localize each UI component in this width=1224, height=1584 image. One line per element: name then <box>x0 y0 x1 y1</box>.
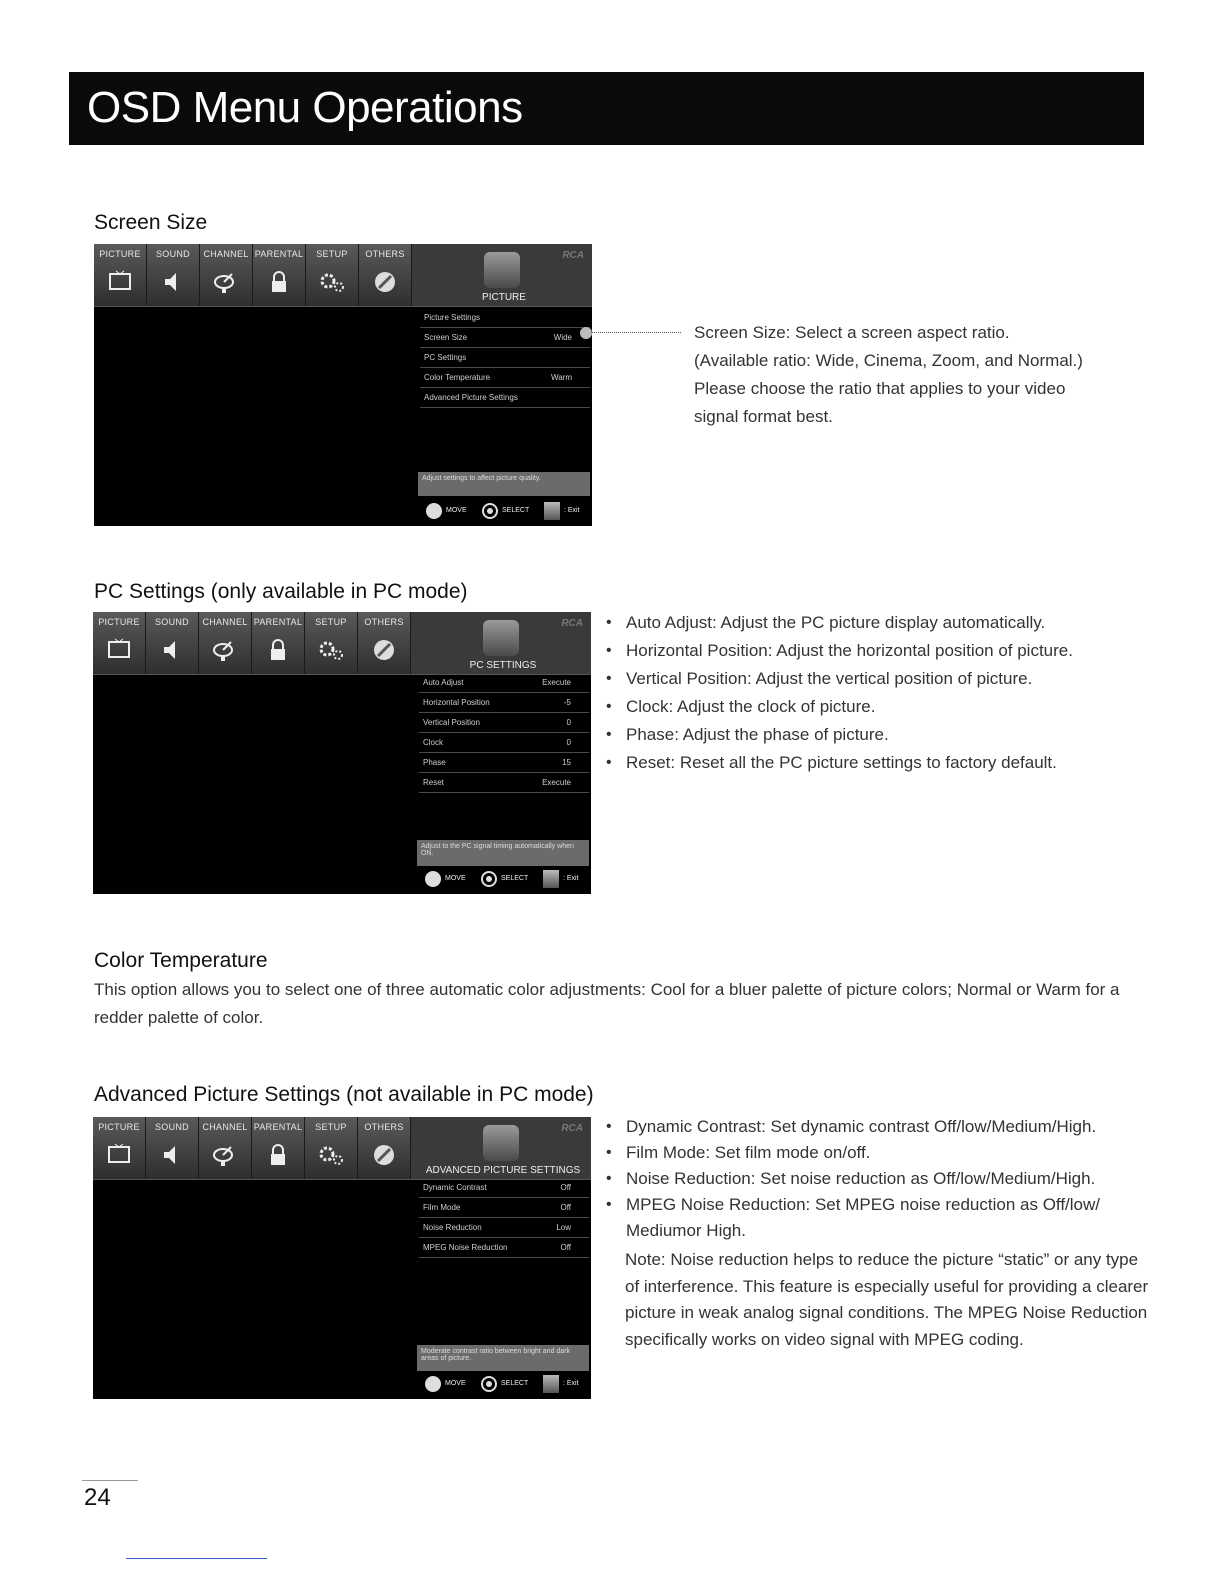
osd-tab-label: CHANNEL <box>202 617 248 627</box>
osd-help-bar: Adjust to the PC signal timing automatically when ON. <box>417 840 589 866</box>
osd-menu-row <box>419 1178 589 1198</box>
osd-menu-row <box>420 348 590 368</box>
osd-menu-row-label: Vertical Position <box>423 718 480 727</box>
select-button-icon <box>482 503 498 519</box>
nav-exit-label: : Exit <box>564 507 580 514</box>
osd-menu-row-value: Execute <box>542 678 571 687</box>
osd-menu-row-value: Low <box>556 1223 571 1232</box>
osd-tab-picture <box>93 1117 146 1179</box>
osd-tab-label: OTHERS <box>364 1122 404 1132</box>
list-item: • Auto Adjust: Adjust the PC picture display automatically. <box>604 609 1104 637</box>
osd-screenshot-picture-menu <box>94 244 592 526</box>
move-dpad-icon <box>425 1376 441 1392</box>
osd-menu-row <box>419 1238 589 1258</box>
gears-icon <box>318 270 346 294</box>
osd-menu-row-value: Warm <box>550 373 572 382</box>
osd-tab-others <box>358 1117 411 1179</box>
osd-menu-row <box>419 1198 589 1218</box>
osd-tab-label: CHANNEL <box>203 249 249 259</box>
desc-line: Screen Size: Select a screen aspect ratio. <box>694 323 1010 342</box>
osd-help-bar: Adjust settings to affect picture quality. <box>418 472 590 496</box>
section-heading-screen-size: Screen Size <box>94 211 208 234</box>
speaker-icon <box>158 638 186 662</box>
tv-icon <box>105 1143 133 1167</box>
section-heading-advanced-picture: Advanced Picture Settings (not available in PC mode) <box>94 1083 594 1106</box>
osd-tab-label: SETUP <box>315 617 347 627</box>
osd-menu-title: ADVANCED PICTURE SETTINGS <box>425 1165 581 1176</box>
osd-menu-row-value: Execute <box>542 778 571 787</box>
osd-menu-row-label: Dynamic Contrast <box>423 1183 487 1192</box>
osd-menu-row-label: Noise Reduction <box>423 1223 482 1232</box>
osd-tab-label: PICTURE <box>99 249 141 259</box>
nav-select-label: SELECT <box>501 1380 529 1387</box>
gears-icon <box>317 638 345 662</box>
osd-tab-sound <box>147 244 200 306</box>
exit-remote-icon <box>543 1375 559 1393</box>
osd-menu-row <box>420 368 590 388</box>
osd-menu-list <box>420 308 590 408</box>
move-dpad-icon <box>425 871 441 887</box>
nav-move-label: MOVE <box>445 875 466 882</box>
osd-menu-row-value: 0 <box>566 718 571 727</box>
osd-tab-setup <box>305 1117 358 1179</box>
nav-move-label: MOVE <box>445 1380 466 1387</box>
osd-menu-row-label: Phase <box>423 758 446 767</box>
screen-size-description <box>694 319 1154 431</box>
osd-menu-row-label: Auto Adjust <box>423 678 464 687</box>
osd-tab-channel <box>200 244 253 306</box>
satellite-icon <box>211 1143 239 1167</box>
brand-logo: RCA <box>562 250 584 261</box>
osd-tab-bar <box>94 244 592 307</box>
osd-menu-row <box>420 328 590 348</box>
page-number-rule <box>82 1480 138 1481</box>
osd-menu-title: PICTURE <box>482 292 526 303</box>
osd-tab-label: CHANNEL <box>202 1122 248 1132</box>
osd-screenshot-advanced-picture-menu <box>93 1117 591 1399</box>
osd-menu-row-label: Film Mode <box>423 1203 461 1212</box>
osd-menu-row-label: Clock <box>423 738 444 747</box>
others-icon <box>370 638 398 662</box>
osd-tab-label: OTHERS <box>365 249 405 259</box>
move-dpad-icon <box>426 503 442 519</box>
osd-menu-row <box>420 308 590 328</box>
osd-menu-row <box>420 388 590 408</box>
osd-menu-row-label: Horizontal Position <box>423 698 490 707</box>
osd-menu-row-label: Advanced Picture Settings <box>424 393 518 402</box>
page-number: 24 <box>84 1484 111 1511</box>
osd-tab-picture <box>94 244 147 306</box>
nav-exit-label: : Exit <box>563 875 579 882</box>
section-heading-color-temperature: Color Temperature <box>94 949 268 972</box>
osd-menu-row-label: Screen Size <box>424 333 468 342</box>
osd-tab-setup <box>306 244 359 306</box>
speaker-icon <box>158 1143 186 1167</box>
osd-menu-row-value: Off <box>560 1243 571 1252</box>
padlock-icon <box>264 1143 292 1167</box>
nav-select-label: SELECT <box>501 875 529 882</box>
select-button-icon <box>481 1376 497 1392</box>
select-button-icon <box>481 871 497 887</box>
pc-settings-bullet-list <box>604 609 1104 777</box>
osd-help-bar: Moderate contrast ratio between bright and dark areas of picture. <box>417 1345 589 1371</box>
current-menu-tv-icon <box>484 252 520 288</box>
osd-menu-row <box>419 673 589 693</box>
osd-tab-parental <box>253 244 306 306</box>
padlock-icon <box>265 270 293 294</box>
osd-menu-list <box>419 1178 589 1258</box>
osd-menu-list <box>419 673 589 793</box>
osd-tab-label: SETUP <box>316 249 348 259</box>
osd-tab-picture <box>93 612 146 674</box>
advanced-picture-note: Note: Noise reduction helps to reduce the picture “static” or any type of interference. This feature is especially useful for providing a clearer picture in weak analog signal conditions. The MPEG Noise Reduction specifically works on video signal with MPEG coding. <box>625 1250 1149 1349</box>
osd-nav-bar <box>424 500 590 524</box>
osd-tab-bar <box>93 612 591 675</box>
osd-menu-title: PC SETTINGS <box>469 660 537 671</box>
satellite-icon <box>212 270 240 294</box>
osd-nav-bar <box>423 868 589 892</box>
osd-tab-channel <box>199 612 252 674</box>
osd-menu-row <box>419 753 589 773</box>
osd-tab-label: PARENTAL <box>254 249 304 259</box>
osd-tab-sound <box>146 612 199 674</box>
tv-icon <box>106 270 134 294</box>
header-banner <box>69 72 1144 145</box>
osd-tab-label: SETUP <box>315 1122 347 1132</box>
list-item: • Horizontal Position: Adjust the horizontal position of picture. <box>604 637 1104 665</box>
osd-menu-row-value: Wide <box>553 333 572 342</box>
others-icon <box>371 270 399 294</box>
desc-line: Please choose the ratio that applies to your video <box>694 379 1066 398</box>
osd-screenshot-pc-settings-menu <box>93 612 591 894</box>
osd-tab-label: PARENTAL <box>253 617 303 627</box>
osd-menu-row <box>419 733 589 753</box>
osd-tab-label: OTHERS <box>364 617 404 627</box>
tv-icon <box>105 638 133 662</box>
list-item: • Clock: Adjust the clock of picture. <box>604 693 1104 721</box>
osd-menu-row-value: 0 <box>566 738 571 747</box>
osd-menu-row-value: Off <box>560 1203 571 1212</box>
nav-move-label: MOVE <box>446 507 467 514</box>
osd-tab-others <box>359 244 412 306</box>
current-menu-tv-icon <box>483 620 519 656</box>
osd-menu-row <box>419 1218 589 1238</box>
osd-tab-parental <box>252 1117 305 1179</box>
nav-select-label: SELECT <box>502 507 530 514</box>
speaker-icon <box>159 270 187 294</box>
osd-menu-row-label: Color Temperature <box>424 373 491 382</box>
osd-tab-parental <box>252 612 305 674</box>
satellite-icon <box>211 638 239 662</box>
color-temperature-text: This option allows you to select one of three automatic color adjustments: Cool for a bluer palette of picture colors; Normal or Warm for a redder palette of color. <box>94 980 1120 1027</box>
section-heading-pc-settings: PC Settings (only available in PC mode) <box>94 580 468 603</box>
osd-menu-row-label: Reset <box>423 778 444 787</box>
osd-tab-bar <box>93 1117 591 1180</box>
list-item: • Vertical Position: Adjust the vertical position of picture. <box>604 665 1104 693</box>
page-title: OSD Menu Operations <box>87 83 523 132</box>
osd-menu-row-label: PC Settings <box>424 353 467 362</box>
footer-link-underline <box>126 1558 267 1559</box>
osd-menu-row-label: MPEG Noise Reduction <box>423 1243 508 1252</box>
osd-tab-label: SOUND <box>154 617 189 627</box>
advanced-picture-bullet-list <box>604 1114 1150 1244</box>
osd-menu-row <box>419 693 589 713</box>
desc-line: (Available ratio: Wide, Cinema, Zoom, and Normal.) <box>694 351 1083 370</box>
osd-menu-row-label: Picture Settings <box>424 313 481 322</box>
callout-line <box>591 332 681 333</box>
exit-remote-icon <box>544 502 560 520</box>
list-item: • Phase: Adjust the phase of picture. <box>604 721 1104 749</box>
list-item: • Film Mode: Set film mode on/off. <box>604 1140 1150 1166</box>
brand-logo: RCA <box>561 618 583 629</box>
others-icon <box>370 1143 398 1167</box>
list-item: • Reset: Reset all the PC picture settings to factory default. <box>604 749 1104 777</box>
osd-menu-row-value: 15 <box>562 758 571 767</box>
exit-remote-icon <box>543 870 559 888</box>
osd-tab-label: PARENTAL <box>253 1122 303 1132</box>
nav-exit-label: : Exit <box>563 1380 579 1387</box>
desc-line: signal format best. <box>694 407 833 426</box>
list-item: • Dynamic Contrast: Set dynamic contrast Off/low/Medium/High. <box>604 1114 1150 1140</box>
osd-tab-label: SOUND <box>155 249 190 259</box>
osd-menu-row-value: Off <box>560 1183 571 1192</box>
padlock-icon <box>264 638 292 662</box>
osd-tab-channel <box>199 1117 252 1179</box>
osd-tab-sound <box>146 1117 199 1179</box>
list-item: • MPEG Noise Reduction: Set MPEG noise reduction as Off/low/ Mediumor High. <box>604 1192 1150 1244</box>
osd-tab-label: SOUND <box>154 1122 189 1132</box>
osd-nav-bar <box>423 1373 589 1397</box>
current-menu-tv-icon <box>483 1125 519 1161</box>
osd-menu-row-value: -5 <box>563 698 571 707</box>
gears-icon <box>317 1143 345 1167</box>
list-item: • Noise Reduction: Set noise reduction as Off/low/Medium/High. <box>604 1166 1150 1192</box>
brand-logo: RCA <box>561 1123 583 1134</box>
osd-tab-label: PICTURE <box>98 617 140 627</box>
osd-menu-row <box>419 773 589 793</box>
osd-menu-row <box>419 713 589 733</box>
osd-tab-label: PICTURE <box>98 1122 140 1132</box>
callout-dot <box>580 327 592 339</box>
osd-tab-setup <box>305 612 358 674</box>
osd-tab-others <box>358 612 411 674</box>
